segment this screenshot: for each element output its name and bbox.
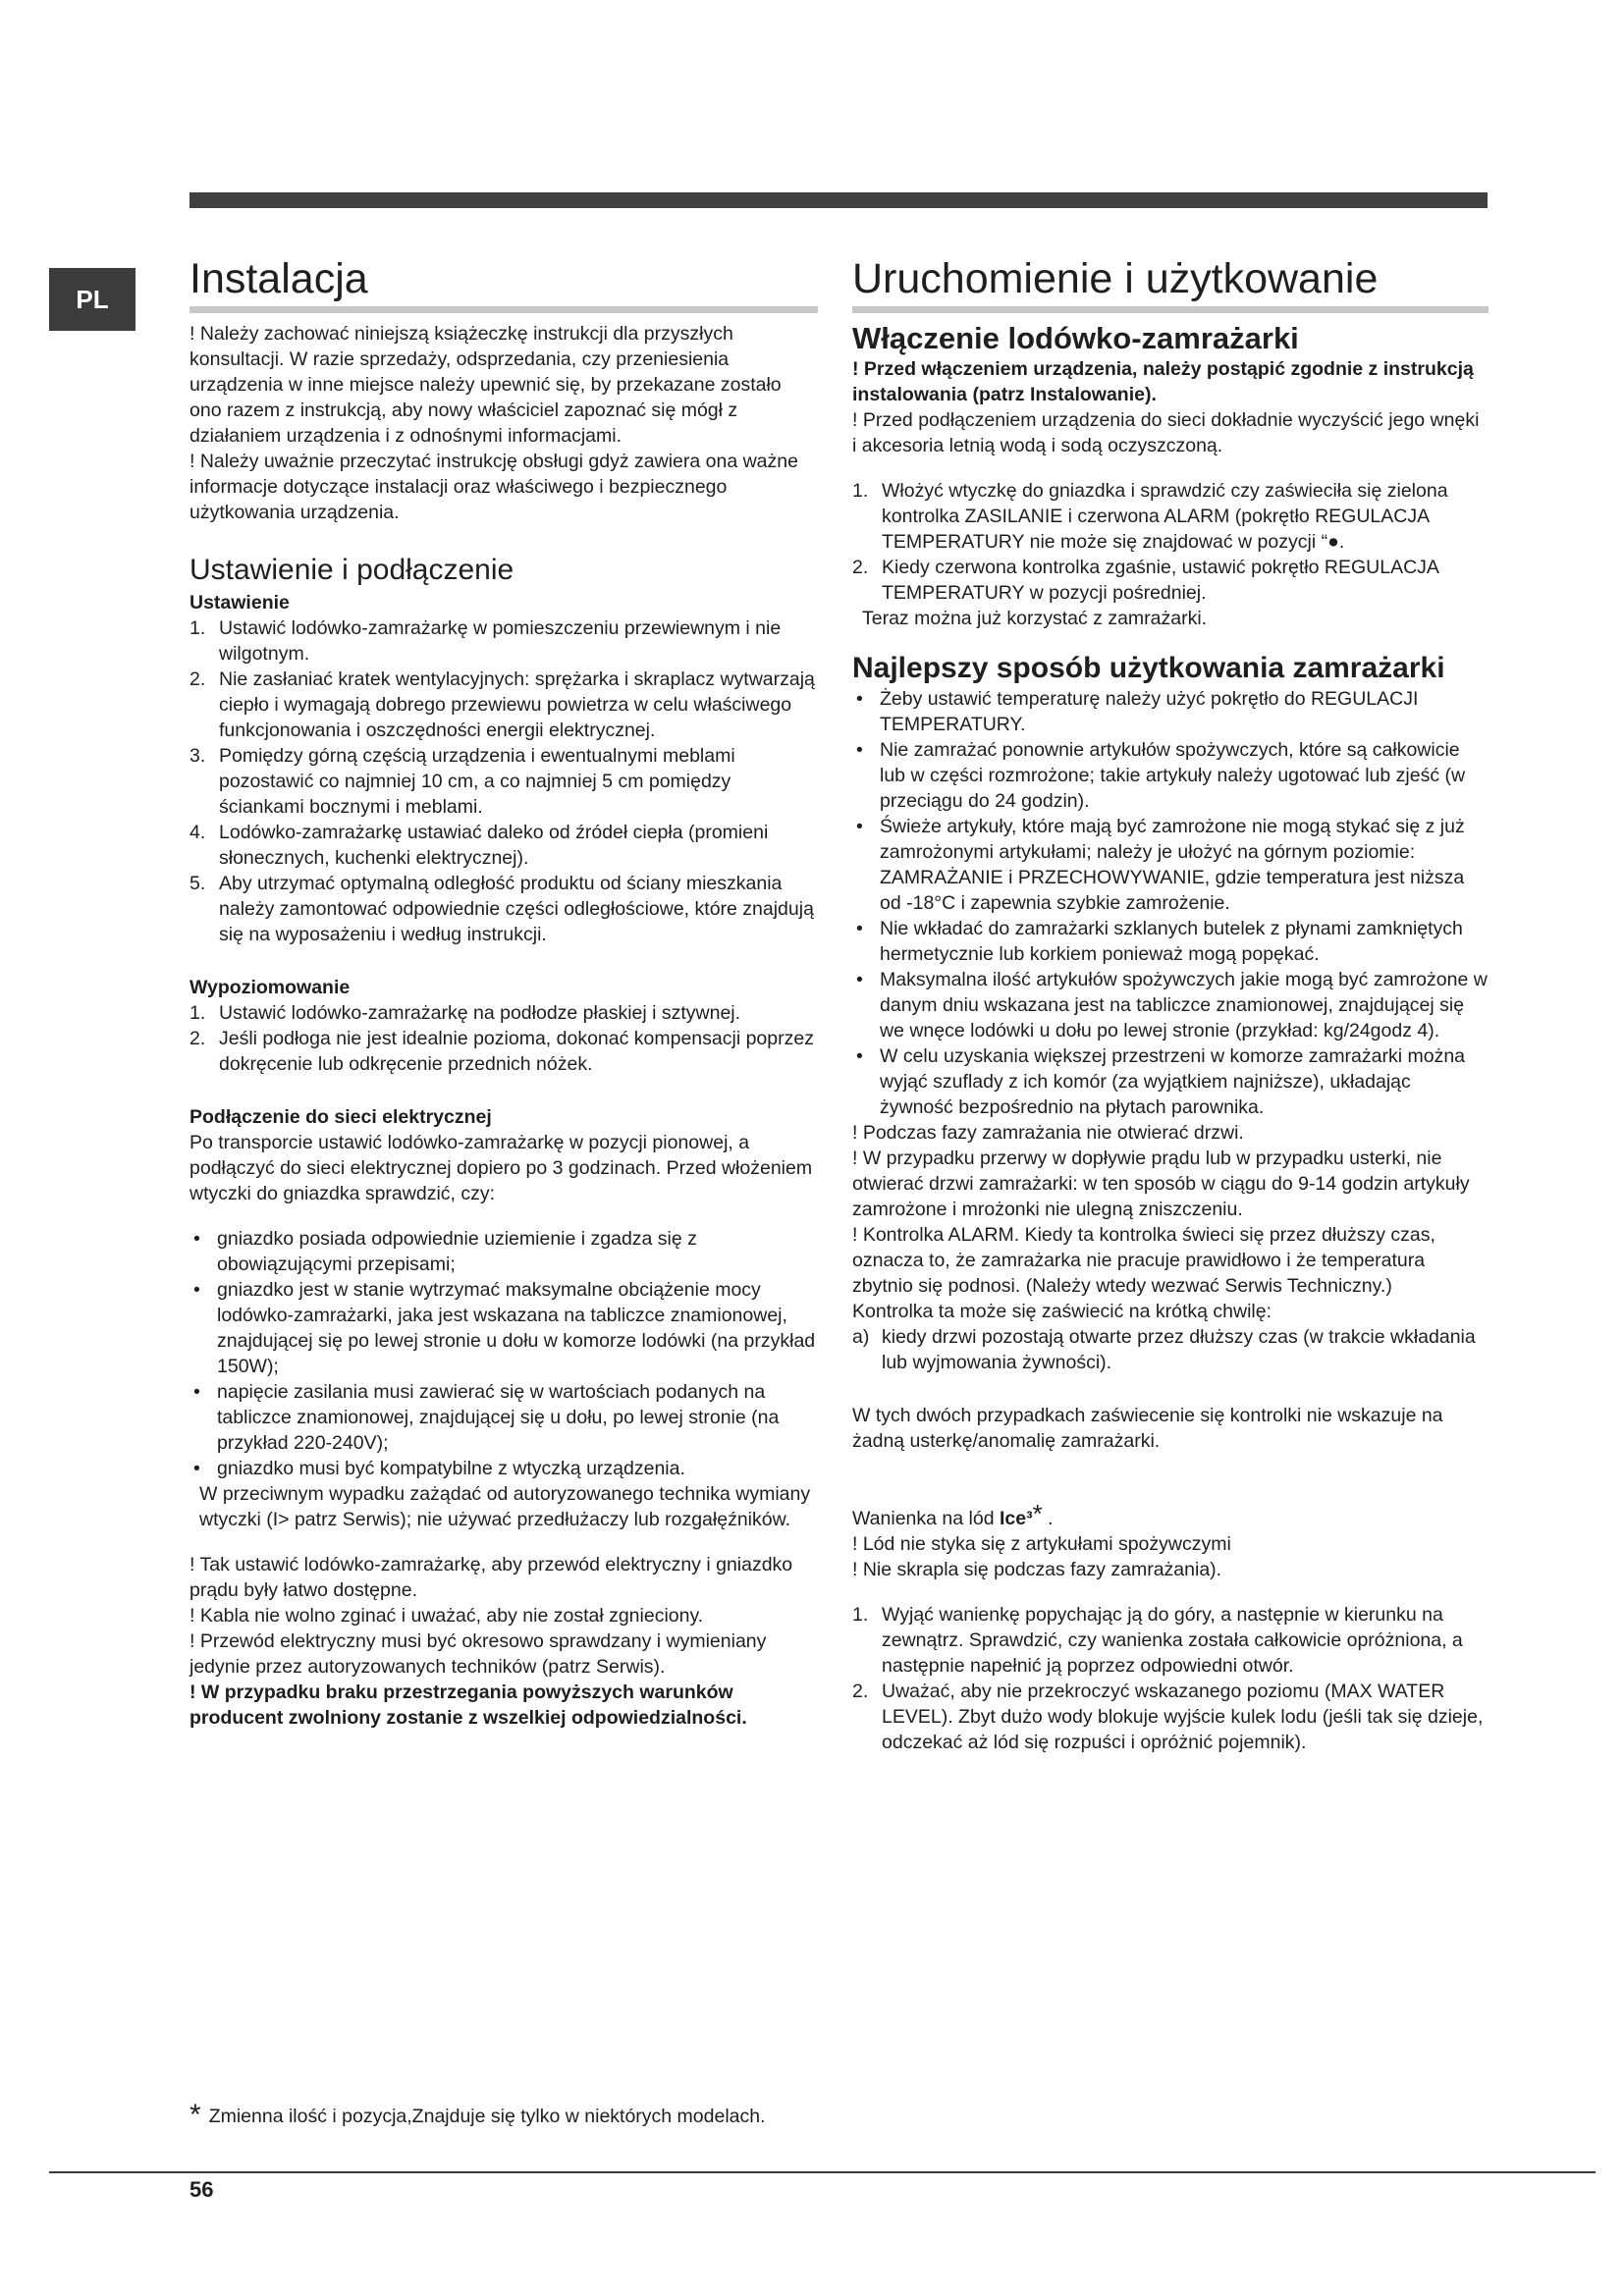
- najlepszy-bullets: [852, 686, 1489, 1120]
- bullet-item: • Żeby ustawić temperaturę należy użyć pokrętło do REGULACJI TEMPERATURY.: [856, 688, 1419, 735]
- heading-najlepszy: Najlepszy sposób użytkowania zamrażarki: [852, 652, 1445, 684]
- bottom-rule: [49, 2171, 1596, 2173]
- list-item: 1. Włożyć wtyczkę do gniazdka i sprawdzić czy zaświeciła się zielona kontrolka ZASILANIE i czerwona ALARM (pokrętło REGULACJA TEMPERATURY nie może się znajdować w pozycji “●.: [852, 480, 1448, 553]
- bullet-item: • napięcie zasilania musi zawierać się w wartościach podanych na tabliczce znamionowej, znajdującej się u dołu, po lewej stronie (na przykład 220-240V);: [193, 1381, 780, 1454]
- ice-brand: Ice³: [999, 1508, 1033, 1529]
- note: ! Tak ustawić lodówko-zamrażarkę, aby przewód elektryczny i gniazdko prądu były łatwo dostępne.: [189, 1554, 793, 1601]
- ice-list: [852, 1602, 1489, 1755]
- note: ! Lód nie styka się z artykułami spożywczymi: [852, 1533, 1231, 1555]
- list-item: 1. Wyjąć wanienkę popychając ją do góry, a następnie w kierunku na zewnątrz. Sprawdzić, czy wanienka została całkowicie opróżniona, a następnie napełnić ją poprzez odpowiedni otwór.: [852, 1604, 1463, 1677]
- language-tab: PL: [49, 268, 135, 331]
- list-item: 4. Lodówko-zamrażarkę ustawiać daleko od źródeł ciepła (promieni słonecznych, kuchenki elektrycznej).: [189, 822, 769, 869]
- asterisk-icon: *: [189, 2099, 201, 2131]
- subsection-title: Ustawienie i podłączenie: [189, 554, 514, 586]
- right-column: [852, 253, 1489, 1755]
- footnote: * Zmienna ilość i pozycja,Znajduje się tylko w niektórych modelach.: [189, 2099, 766, 2131]
- warning-note: ! W przypadku braku przestrzegania powyższych warunków producent zwolniony zostanie z wszelkiej odpowiedzialności.: [189, 1682, 747, 1729]
- star-icon: *: [1032, 1499, 1043, 1528]
- list-item: 2. Uważać, aby nie przekroczyć wskazanego poziomu (MAX WATER LEVEL). Zbyt dużo wody blokuje wyjście kulek lodu (jeśli tak się dzieje, odczekać aż lód się rozpuści i opróżnić pojemnik).: [852, 1681, 1484, 1753]
- note: ! Kabla nie wolno zginać i uważać, aby nie został zgnieciony.: [189, 1605, 704, 1627]
- bullet-item: • gniazdko jest w stanie wytrzymać maksymalne obciążenie mocy lodówko-zamrażarki, jaka jest wskazana na tabliczce znamionowej, znajdującej się po lewej stronie u dołu w komorze lodówki (na przykład 150W);: [193, 1279, 816, 1377]
- wypoziomowanie-list: [189, 1000, 818, 1077]
- list-item: 1. Ustawić lodówko-zamrażarkę w pomieszczeniu przewiewnym i nie wilgotnym.: [189, 617, 782, 665]
- wlaczenie-list: [852, 478, 1489, 606]
- bullet-item: • Nie zamrażać ponownie artykułów spożywczych, które są całkowicie lub w części rozmrożone; takie artykuły należy ugotować lub zjeść (w przeciągu do 24 godzin).: [856, 739, 1466, 812]
- heading-wypoziomowanie: Wypoziomowanie: [189, 977, 351, 998]
- section-title-instalacja: Instalacja: [189, 253, 818, 313]
- wlaczenie-after: Teraz można już korzystać z zamrażarki.: [862, 608, 1208, 629]
- heading-ustawienie: Ustawienie: [189, 592, 290, 614]
- intro-paragraph: ! Należy uważnie przeczytać instrukcję obsługi gdyż zawiera ona ważne informacje dotyczące instalacji oraz właściwego i bezpiecznego użytkowania urządzenia.: [189, 451, 798, 523]
- intro-paragraph: ! Należy zachować niniejszą książeczkę instrukcji dla przyszłych konsultacji. W razie sprzedaży, odsprzedania, czy przeniesienia urządzenia w inne miejsce należy upewnić się, by przekazane zostało ono razem z instrukcją, aby nowy właściciel zapoznać się mógł z działaniem urządzenia i z odnośnymi informacjami.: [189, 323, 782, 447]
- ice-label: Wanienka na lód Ice³* .: [852, 1499, 1054, 1529]
- section-title-uruchomienie: Uruchomienie i użytkowanie: [852, 253, 1489, 313]
- siec-intro: Po transporcie ustawić lodówko-zamrażarkę w pozycji pionowej, a podłączyć do sieci elektrycznej dopiero po 3 godzinach. Przed włożeniem wtyczki do gniazdka sprawdzić, czy:: [189, 1132, 813, 1204]
- note: ! Nie skrapla się podczas fazy zamrażania).: [852, 1559, 1222, 1580]
- note: ! Kontrolka ALARM. Kiedy ta kontrolka świeci się przez dłuższy czas, oznacza to, że zamrażarka nie pracuje prawidłowo i że temperatura zbytnio się podnosi. (Należy wtedy wezwać Serwis Techniczny.): [852, 1224, 1435, 1297]
- note: ! Podczas fazy zamrażania nie otwierać drzwi.: [852, 1122, 1244, 1144]
- note: ! Przewód elektryczny musi być okresowo sprawdzany i wymieniany jedynie przez autoryzowanych techników (patrz Serwis).: [189, 1630, 767, 1678]
- list-item: 1. Ustawić lodówko-zamrażarkę na podłodze płaskiej i sztywnej.: [189, 1002, 741, 1024]
- alpha-item: a) kiedy drzwi pozostają otwarte przez dłuższy czas (w trakcie wkładania lub wyjmowania żywności).: [852, 1326, 1476, 1373]
- bullet-item: • Świeże artykuły, które mają być zamrożone nie mogą stykać się z już zamrożonymi artykułami; należy je ułożyć na górnym poziomie: ZAMRAŻANIE i PRZECHOWYWANIE, gdzie temperatura jest niższa od -18°C i zapewnia szybkie zamrożenie.: [856, 816, 1465, 914]
- bullet-item: • gniazdko posiada odpowiednie uziemienie i zgadza się z obowiązującymi przepisami;: [193, 1228, 697, 1275]
- bullet-item: • Nie wkładać do zamrażarki szklanych butelek z płynami zamkniętych hermetycznie lub korkiem ponieważ mogą popękać.: [856, 918, 1463, 965]
- top-bar: [189, 192, 1488, 208]
- list-item: 2. Kiedy czerwona kontrolka zgaśnie, ustawić pokrętło REGULACJA TEMPERATURY w pozycji pośredniej.: [852, 557, 1438, 604]
- summary: W tych dwóch przypadkach zaświecenie się kontrolki nie wskazuje na żadną usterkę/anomalię zamrażarki.: [852, 1405, 1443, 1452]
- left-column: [189, 253, 818, 1731]
- list-item: 2. Jeśli podłoga nie jest idealnie pozioma, dokonać kompensacji poprzez dokręcenie lub odkręcenie przednich nóżek.: [189, 1028, 814, 1075]
- heading-siec: Podłączenie do sieci elektrycznej: [189, 1106, 492, 1128]
- note: Kontrolka ta może się zaświecić na krótką chwilę:: [852, 1301, 1272, 1322]
- siec-bullets: [189, 1226, 818, 1481]
- bullet-item: • Maksymalna ilość artykułów spożywczych jakie mogą być zamrożone w danym dniu wskazana jest na tabliczce znamionowej, znajdującej się we wnęce lodówki u dołu po lewej stronie (przykład: kg/24godz 4).: [856, 969, 1488, 1041]
- note: ! W przypadku przerwy w dopływie prądu lub w przypadku usterki, nie otwierać drzwi zamrażarki: w ten sposób w ciągu do 9-14 godzin artykuły zamrożone i mrożonki nie ulegną zniszczeniu.: [852, 1148, 1470, 1220]
- list-item: 3. Pomiędzy górną częścią urządzenia i ewentualnymi meblami pozostawić co najmniej 10 cm, a co najmniej 5 cm pomiędzy ściankami bocznymi i meblami.: [189, 745, 735, 818]
- list-item: 5. Aby utrzymać optymalną odległość produktu od ściany mieszkania należy zamontować odpowiednie części odległościowe, które znajdują się na wyposażeniu i według instrukcji.: [189, 873, 814, 945]
- list-item: 2. Nie zasłaniać kratek wentylacyjnych: sprężarka i skraplacz wytwarzają ciepło i wymagają dobrego przewiewu powietrza w celu właściwego funkcjonowania i oszczędności energii elektrycznej.: [189, 668, 815, 741]
- heading-wlaczenie: Włączenie lodówko-zamrażarki: [852, 321, 1299, 355]
- siec-after: W przeciwnym wypadku zażądać od autoryzowanego technika wymiany wtyczki (I> patrz Serwis); nie używać przedłużaczy lub rozgałęźników.: [199, 1483, 811, 1530]
- note: ! Przed podłączeniem urządzenia do sieci dokładnie wyczyścić jego wnęki i akcesoria letnią wodą i sodą oczyszczoną.: [852, 409, 1480, 456]
- bold-note: ! Przed włączeniem urządzenia, należy postąpić zgodnie z instrukcją instalowania (patrz Instalowanie).: [852, 358, 1474, 405]
- page-number: 56: [189, 2177, 214, 2202]
- bullet-item: • W celu uzyskania większej przestrzeni w komorze zamrażarki można wyjąć szuflady z ich komór (za wyjątkiem najniższe), układając żywność bezpośrednio na płytach parownika.: [856, 1045, 1466, 1118]
- ustawienie-list: [189, 615, 818, 947]
- bullet-item: • gniazdko musi być kompatybilne z wtyczką urządzenia.: [193, 1458, 685, 1479]
